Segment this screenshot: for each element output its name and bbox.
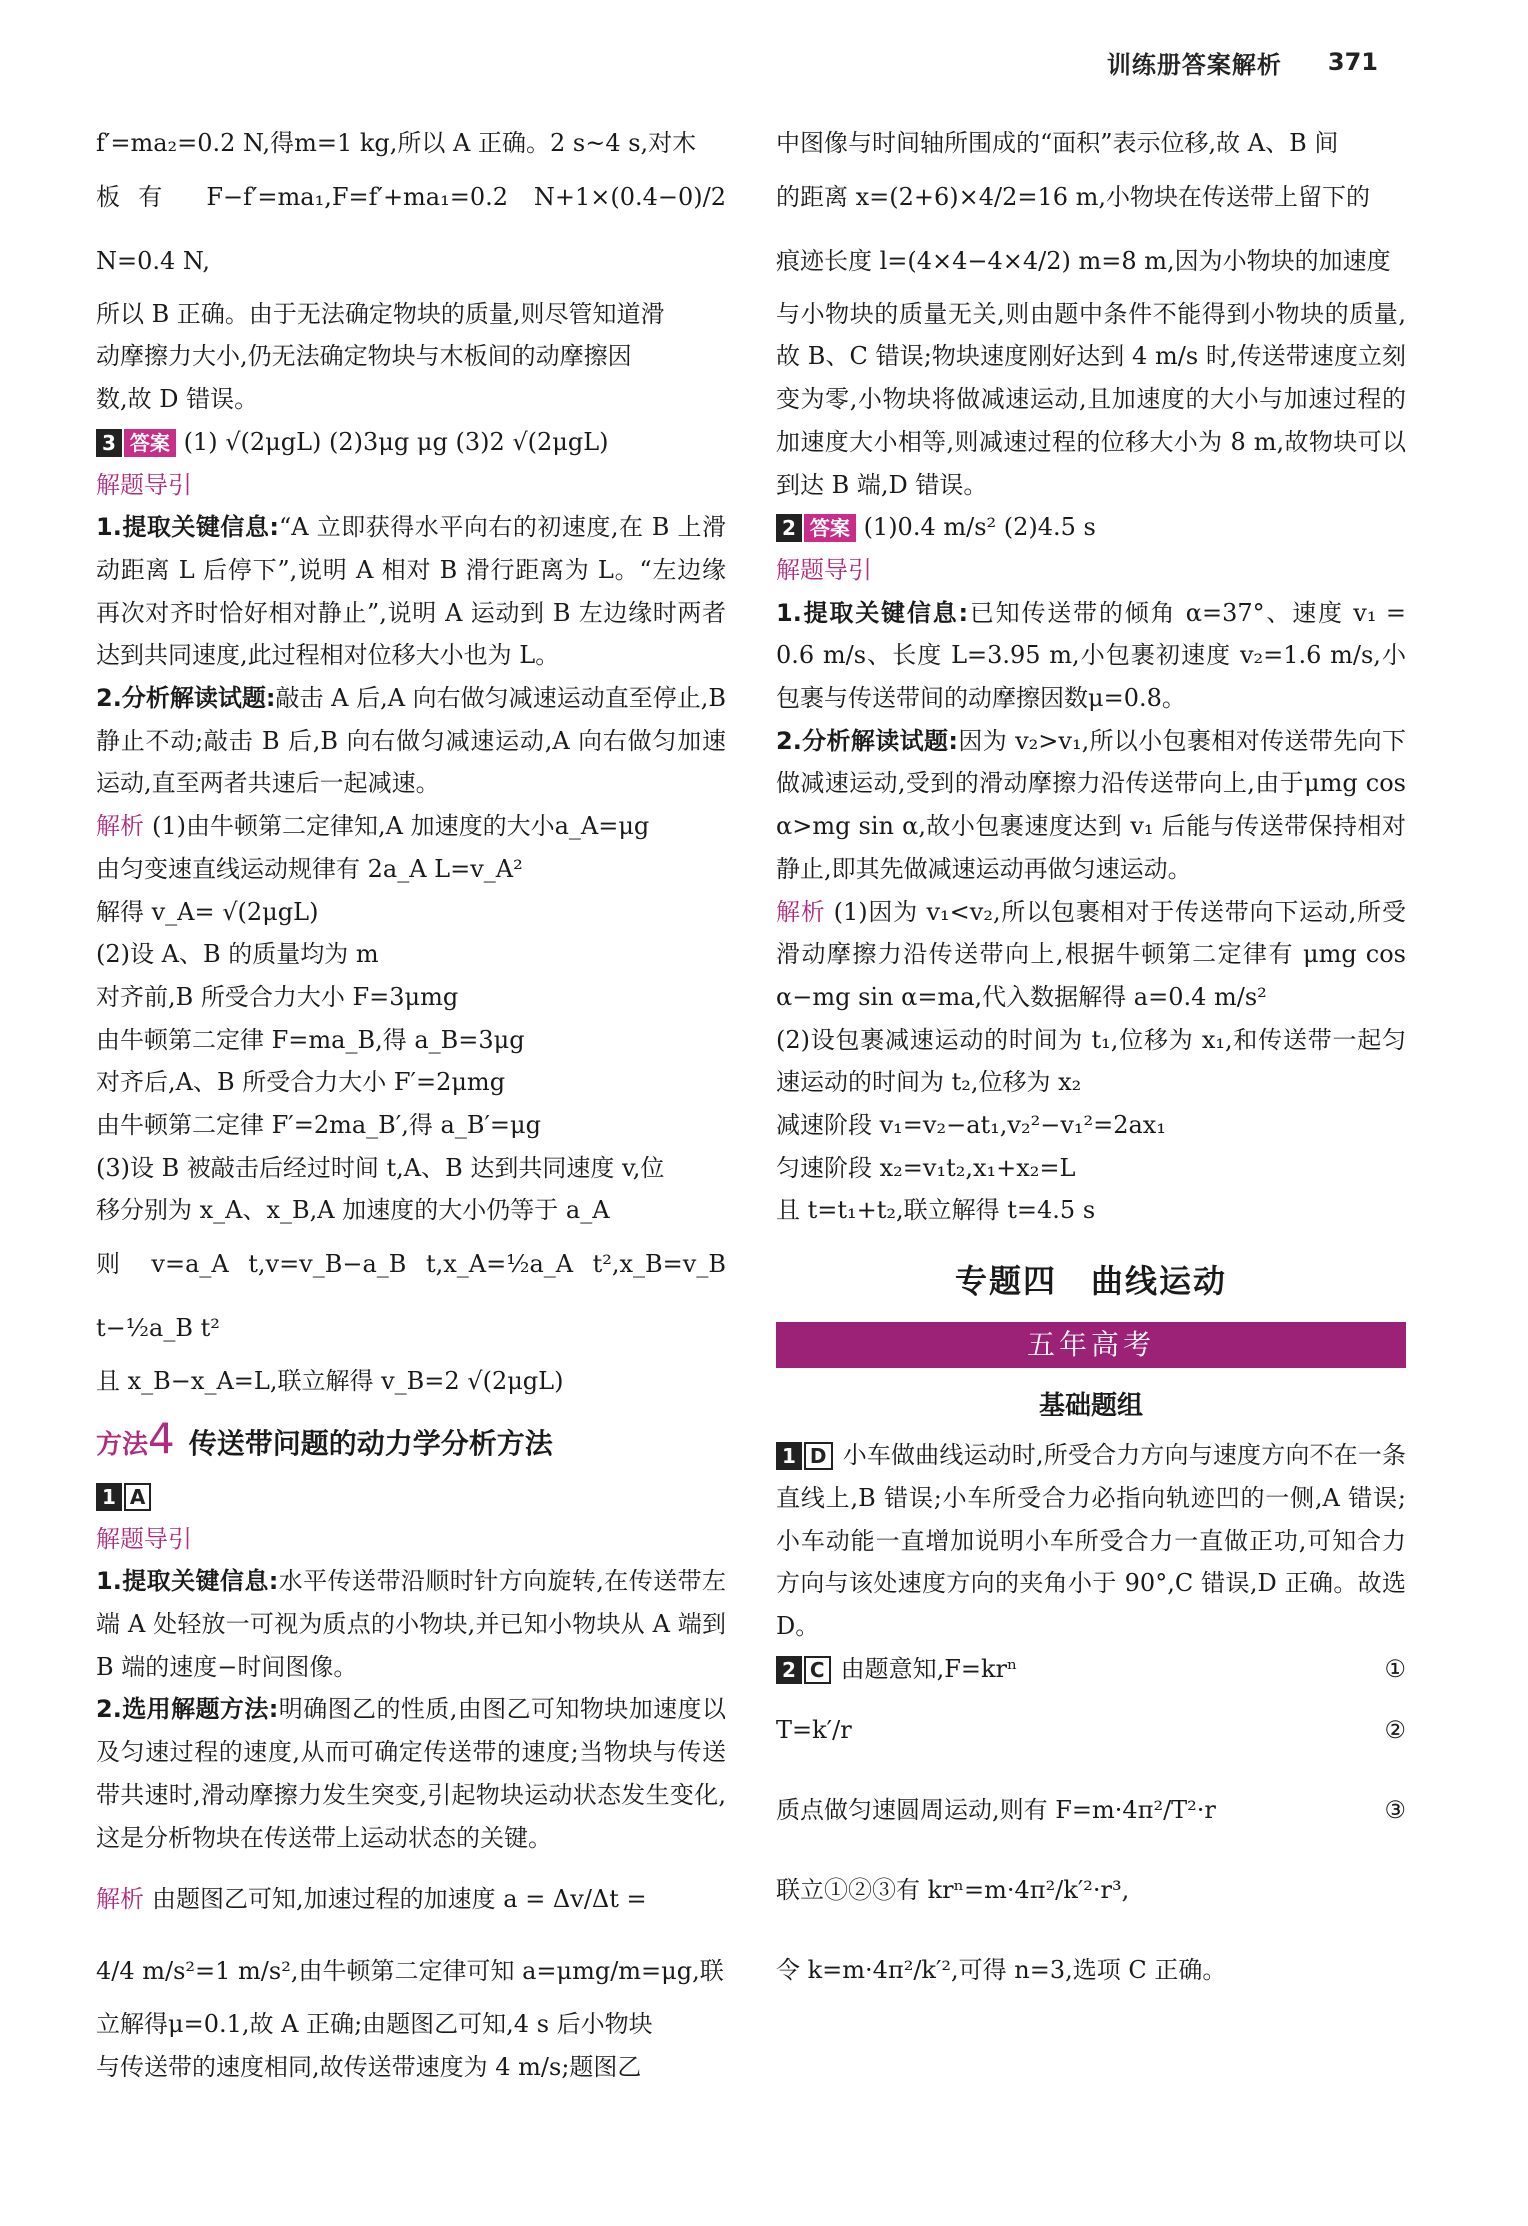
guide-label: 2.分析解读试题: <box>96 684 276 713</box>
equation-tag: ③ <box>1384 1796 1406 1825</box>
solution-line: 匀速阶段 x₂=v₁t₂,x₁+x₂=L <box>776 1153 1076 1182</box>
guide-text: 已知传送带的倾角 α=37°、速度 v₁ = 0.6 m/s、长度 L=3.95 m,小包裹初速度 v₂=1.6 m/s,小包裹与传送带间的动摩擦因数μ=0.8。 <box>776 598 1406 713</box>
guide-heading: 解题导引 <box>776 555 872 584</box>
solution-line <box>96 805 726 848</box>
text-line: f′=ma₂=0.2 N,得m=1 kg,所以 A 正确。2 s~4 s,对木 <box>96 129 697 157</box>
solution-line: 与传送带的速度相同,故传送带速度为 4 m/s;题图乙 <box>96 2052 642 2081</box>
header-title: 训练册答案解析 <box>1106 50 1282 79</box>
solution-line: 且 t=t₁+t₂,联立解得 t=4.5 s <box>776 1196 1096 1225</box>
guide-text: “A 立即获得水平向右的初速度,在 B 上滑动距离 L 后停下”,说明 A 相对 B 滑行距离为 L。“左边缘再次对齐时恰好相对静止”,说明 A 运动到 B 左边缘时两者达到共同速度,此过程相对位移大小也为 L。 <box>96 513 726 670</box>
solution-label: 解析 <box>96 812 144 841</box>
solution-line: 解得 v_A= √(2μgL) <box>96 897 319 926</box>
guide-point-1 <box>776 592 1406 720</box>
guide-label: 1.提取关键信息: <box>776 598 969 627</box>
text-line: 痕迹长度 l=(4×4−4×4/2) m=8 m,因为小物块的加速度 <box>776 246 1391 275</box>
solution-line: 由牛顿第二定律 F=ma_B,得 a_B=3μg <box>96 1025 525 1054</box>
guide-text: 水平传送带沿顺时针方向旋转,在传送带左端 A 处轻放一可视为质点的小物块,并已知小物块从 A 端到 B 端的速度−时间图像。 <box>96 1567 726 1681</box>
method-heading <box>96 1413 726 1471</box>
equation-tag: ② <box>1384 1716 1406 1745</box>
solution-line: 对齐后,A、B 所受合力大小 F′=2μmg <box>96 1068 506 1097</box>
solution-line: 由匀变速直线运动规律有 2a_A L=v_A² <box>96 854 523 883</box>
solution-text: (1)因为 v₁<v₂,所以包裹相对于传送带向下运动,所受滑动摩擦力沿传送带向上,根据牛顿第二定律有 μmg cos α−mg sin α=ma,代入数据解得 a=0.4 m/s² <box>776 897 1406 1011</box>
equation-line <box>776 1690 1406 1770</box>
answer-line-1 <box>96 1475 726 1518</box>
text-line: 动摩擦力大小,仍无法确定物块与木板间的动摩擦因 <box>96 342 632 371</box>
question-number: 2 <box>776 514 802 542</box>
guide-heading: 解题导引 <box>96 470 192 499</box>
solution-line: 则 v=a_A t,v=v_B−a_B t,x_A=½a_A t²,x_B=v_B t−½a_B t² <box>96 1250 726 1343</box>
guide-label: 2.选用解题方法: <box>96 1695 279 1724</box>
question-number: 2 <box>776 1656 802 1684</box>
guide-label: 2.分析解读试题: <box>776 726 958 755</box>
solution-text: (1)由牛顿第二定律知,A 加速度的大小a_A=μg <box>152 812 650 841</box>
answer-text: (1) √(2μgL) (2)3μg μg (3)2 √(2μgL) <box>183 427 609 456</box>
method-label: 方法 <box>96 1429 149 1460</box>
equation-line: 令 k=m·4π²/k′²,可得 n=3,选项 C 正确。 <box>776 1956 1227 1985</box>
solution-text: 由题图乙可知,加速过程的加速度 a = Δv/Δt = <box>152 1885 647 1914</box>
text-line: 的距离 x=(2+6)×4/2=16 m,小物块在传送带上留下的 <box>776 182 1371 211</box>
method-title: 传送带问题的动力学分析方法 <box>188 1426 553 1460</box>
answer-explanation: 小车做曲线运动时,所受合力方向与速度方向不在一条直线上,B 错误;小车所受合力必指向轨迹凹的一侧,A 错误;小车动能一直增加说明小车所受合力一直做正功,可知合力方向与该处速度方向的夹角小于 90°,C 错误,D 正确。故选 D。 <box>776 1441 1406 1640</box>
right-column <box>776 122 1406 2010</box>
question-number: 1 <box>96 1483 122 1511</box>
guide-point-1 <box>96 506 726 677</box>
solution-line: 且 x_B−x_A=L,联立解得 v_B=2 √(2μgL) <box>96 1367 564 1396</box>
answer-line-3 <box>96 421 726 464</box>
guide-point-1 <box>96 1560 726 1688</box>
question-number: 3 <box>96 429 122 457</box>
answer-option: D <box>804 1442 833 1470</box>
solution-label: 解析 <box>776 897 826 926</box>
guide-text: 敲击 A 后,A 向右做匀减速运动直至停止,B 静止不动;敲击 B 后,B 向右做匀减速运动,A 向右做匀加速运动,直至两者共速后一起减速。 <box>96 684 726 798</box>
guide-text: 明确图乙的性质,由图乙可知物块加速度以及匀速过程的速度,从而可确定传送带的速度;当物块与传送带共速时,滑动摩擦力发生突变,引起物块运动状态发生变化,这是分析物块在传送带上运动状态的关键。 <box>96 1695 726 1852</box>
solution-line: 对齐前,B 所受合力大小 F=3μmg <box>96 982 459 1011</box>
answer-badge: 答案 <box>804 514 856 542</box>
question-number: 1 <box>776 1442 802 1470</box>
solution-paragraph <box>776 891 1406 1019</box>
solution-line: (3)设 B 被敲击后经过时间 t,A、B 达到共同速度 v,位 <box>96 1153 665 1182</box>
solution-line: 移分别为 x_A、x_B,A 加速度的大小仍等于 a_A <box>96 1196 610 1225</box>
solution-paragraph: (2)设包裹减速运动的时间为 t₁,位移为 x₁,和传送带一起匀速运动的时间为 t₂,位移为 x₂ <box>776 1025 1406 1097</box>
method-number: 4 <box>148 1413 175 1463</box>
equation-text: T=k′/r <box>776 1716 852 1745</box>
text-paragraph: 与小物块的质量无关,则由题中条件不能得到小物块的质量,故 B、C 错误;物块速度刚好达到 4 m/s 时,传送带速度立刻变为零,小物块将做减速运动,且加速度的大小与加速过程的加速度大小相等,则减速过程的位移大小为 8 m,故物块可以到达 B 端,D 错误。 <box>776 299 1406 499</box>
answer-line-2 <box>776 506 1406 549</box>
equation-text: 由题意知,F=krⁿ <box>840 1654 1018 1683</box>
equation-line <box>776 1648 1406 1691</box>
solution-line: 减速阶段 v₁=v₂−at₁,v₂²−v₁²=2ax₁ <box>776 1111 1166 1140</box>
left-column <box>96 122 726 2089</box>
guide-text: 因为 v₂>v₁,所以小包裹相对传送带先向下做减速运动,受到的滑动摩擦力沿传送带向上,由于μmg cos α>mg sin α,故小包裹速度达到 v₁ 后能与传送带保持相对静止,即其先做减速运动再做匀速运动。 <box>776 726 1406 883</box>
guide-point-2 <box>96 1688 726 1859</box>
solution-line: 立解得μ=0.1,故 A 正确;由题图乙可知,4 s 后小物块 <box>96 2010 653 2039</box>
equation-text: 质点做匀速圆周运动,则有 F=m·4π²/T²·r <box>776 1796 1216 1825</box>
answer-paragraph-1 <box>776 1434 1406 1648</box>
page-number: 371 <box>1327 48 1378 76</box>
text-line: 中图像与时间轴所围成的“面积”表示位移,故 A、B 间 <box>776 129 1339 157</box>
text-line: 所以 B 正确。由于无法确定物块的质量,则尽管知道滑 <box>96 299 665 328</box>
equation-line <box>776 1770 1406 1850</box>
equation-line: 联立①②③有 krⁿ=m·4π²/k′²·r³, <box>776 1876 1130 1905</box>
topic-heading: 专题四 曲线运动 <box>954 1262 1227 1301</box>
guide-point-2 <box>96 677 726 805</box>
answer-option: C <box>804 1656 831 1684</box>
solution-label: 解析 <box>96 1885 144 1914</box>
guide-label: 1.提取关键信息: <box>96 513 280 542</box>
answer-option: A <box>124 1483 151 1511</box>
guide-label: 1.提取关键信息: <box>96 1567 279 1596</box>
text-line: 数,故 D 错误。 <box>96 385 259 414</box>
solution-line: 由牛顿第二定律 F′=2ma_B′,得 a_B′=μg <box>96 1111 541 1140</box>
solution-line: (2)设 A、B 的质量均为 m <box>96 940 379 969</box>
section-banner: 五年高考 <box>776 1322 1406 1368</box>
answer-text: (1)0.4 m/s² (2)4.5 s <box>863 513 1096 542</box>
guide-point-2 <box>776 720 1406 891</box>
subsection-heading: 基础题组 <box>1038 1391 1143 1422</box>
guide-heading: 解题导引 <box>96 1524 192 1553</box>
solution-line <box>96 1859 726 1939</box>
solution-line: 4/4 m/s²=1 m/s²,由牛顿第二定律可知 a=μmg/m=μg,联 <box>96 1957 724 1986</box>
answer-badge: 答案 <box>124 429 176 457</box>
page-header <box>1107 40 1378 84</box>
equation-tag: ① <box>1384 1654 1406 1683</box>
text-line: 板有 F−f′=ma₁,F=f′+ma₁=0.2 N+1×(0.4−0)/2 N=0.4 N, <box>96 182 726 275</box>
